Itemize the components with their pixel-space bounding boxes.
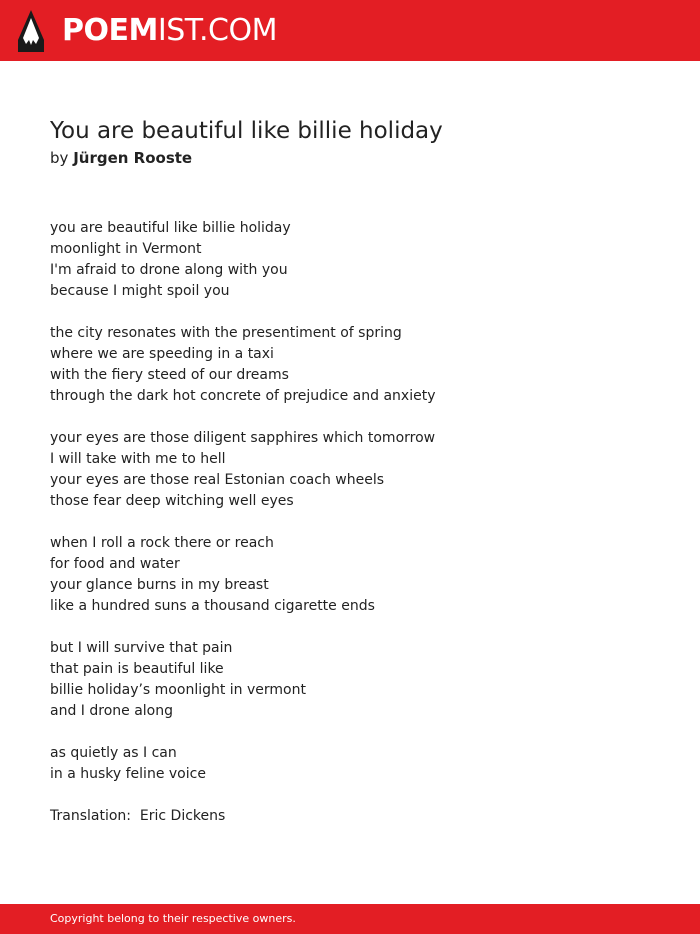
poem-line: and I drone along [50,703,173,719]
site-logo[interactable] [62,12,277,50]
poem-line: like a hundred suns a thousand cigarette ends [50,598,375,614]
stanza [50,218,650,302]
poem-line: your glance burns in my breast [50,577,269,593]
poem-line: through the dark hot concrete of prejudice and anxiety [50,388,436,404]
translation-credit: Translation: Eric Dickens [50,808,226,824]
stanza [50,323,650,407]
poem-body [50,218,650,827]
logo-text-bold: POEM [62,13,158,48]
logo-text-light: IST.COM [157,13,277,48]
pencil-tip-icon [18,10,44,52]
by-label: by [50,149,69,167]
poem-line: you are beautiful like billie holiday [50,220,291,236]
site-footer [0,904,700,934]
stanza [50,638,650,722]
poem-line: as quietly as I can [50,745,177,761]
poem-line: but I will survive that pain [50,640,233,656]
poem-line: where we are speeding in a taxi [50,346,274,362]
poem-line: I will take with me to hell [50,451,226,467]
stanza [50,428,650,512]
poem-line: billie holiday’s moonlight in vermont [50,682,306,698]
poem-line: your eyes are those real Estonian coach wheels [50,472,384,488]
poem-line: with the fiery steed of our dreams [50,367,289,383]
poem-byline [50,148,192,169]
poem-line: your eyes are those diligent sapphires which tomorrow [50,430,436,446]
poem-line: the city resonates with the presentiment of spring [50,325,402,341]
poem-line: that pain is beautiful like [50,661,224,677]
poem-title: You are beautiful like billie holiday [50,118,443,144]
copyright-text: Copyright belong to their respective owners. [50,912,296,925]
poem-author: Jürgen Rooste [73,149,193,167]
poem-line: for food and water [50,556,180,572]
poem-line: those fear deep witching well eyes [50,493,294,509]
poem-line: in a husky feline voice [50,766,206,782]
site-header [0,0,700,61]
poem-line: moonlight in Vermont [50,241,202,257]
stanza [50,533,650,617]
poem-line: because I might spoil you [50,283,230,299]
stanza [50,743,650,785]
poem-line: I'm afraid to drone along with you [50,262,288,278]
poem-line: when I roll a rock there or reach [50,535,274,551]
